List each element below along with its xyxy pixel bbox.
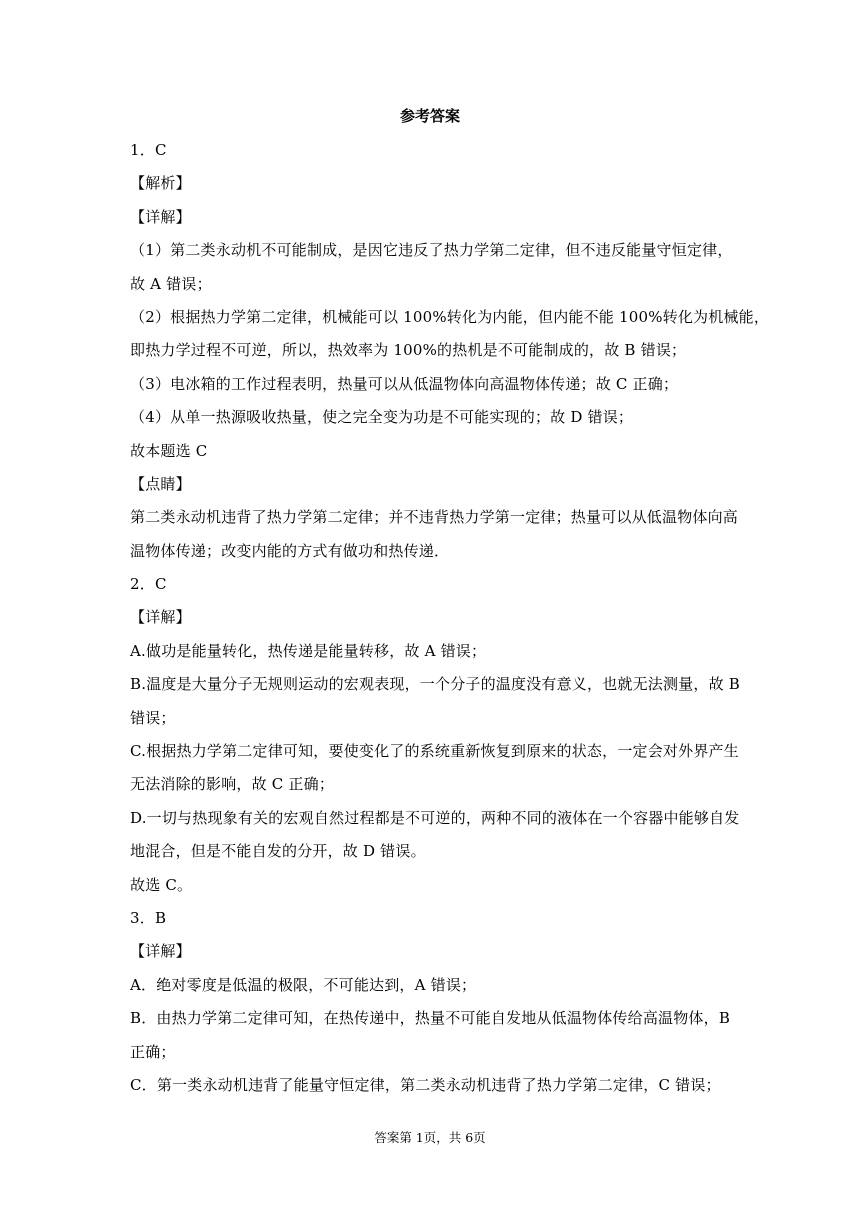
text-line: 故 A 错误； <box>130 274 212 293</box>
text-line: B．由热力学第二定律可知，在热传递中，热量不可能自发地从低温物体传给高温物体，B <box>130 1009 731 1028</box>
text-line: 故选 C。 <box>130 875 193 894</box>
text-line: 【详解】 <box>130 942 191 961</box>
text-line: 即热力学过程不可逆，所以，热效率为 100%的热机是不可能制成的，故 B 错误； <box>130 341 687 360</box>
text-line: 2．C <box>130 575 167 594</box>
page-title: 参考答案 <box>399 107 460 125</box>
text-line: 故本题选 C <box>130 441 208 460</box>
answer-body <box>130 134 770 1102</box>
text-line: （3）电冰箱的工作过程表明，热量可以从低温物体向高温物体传递；故 C 正确； <box>130 374 679 393</box>
text-line: （1）第二类永动机不可能制成，是因它违反了热力学第二定律，但不违反能量守恒定律， <box>130 241 733 260</box>
text-line: 【点睛】 <box>130 474 191 493</box>
text-line: A.做功是能量转化，热传递是能量转移，故 A 错误； <box>130 641 487 660</box>
text-line: B.温度是大量分子无规则运动的宏观表现，一个分子的温度没有意义，也就无法测量，故 B <box>130 675 740 694</box>
text-line: 第二类永动机违背了热力学第二定律；并不违背热力学第一定律；热量可以从低温物体向高 <box>130 508 739 527</box>
text-line: （4）从单一热源吸收热量，使之完全变为功是不可能实现的；故 D 错误； <box>130 408 634 427</box>
text-line: A．绝对零度是低温的极限，不可能达到，A 错误； <box>130 975 477 994</box>
text-line: 温物体传递；改变内能的方式有做功和热传递． <box>130 541 450 560</box>
text-line: C．第一类永动机违背了能量守恒定律，第二类永动机违背了热力学第二定律，C 错误； <box>130 1075 721 1094</box>
text-line: 【详解】 <box>130 608 191 627</box>
text-line: 正确； <box>130 1042 176 1061</box>
text-line: 错误； <box>130 708 176 727</box>
text-line: （2）根据热力学第二定律，机械能可以 100%转化为内能，但内能不能 100%转化为机械能， <box>130 307 770 326</box>
text-line: 【解析】 <box>130 174 191 193</box>
text-line: 地混合，但是不能自发的分开，故 D 错误。 <box>130 842 426 861</box>
text-line: D.一切与热现象有关的宏观自然过程都是不可逆的，两种不同的液体在一个容器中能够自发 <box>130 808 740 827</box>
text-line: 1．C <box>130 141 167 159</box>
text-line: 3．B <box>130 908 167 927</box>
text-line: 无法消除的影响，故 C 正确； <box>130 775 335 794</box>
page-footer: 答案第 1页，共 6页 <box>374 1130 486 1145</box>
text-line: 【详解】 <box>130 207 191 226</box>
text-line: C.根据热力学第二定律可知，要使变化了的系统重新恢复到原来的状态，一定会对外界产生 <box>130 742 739 761</box>
